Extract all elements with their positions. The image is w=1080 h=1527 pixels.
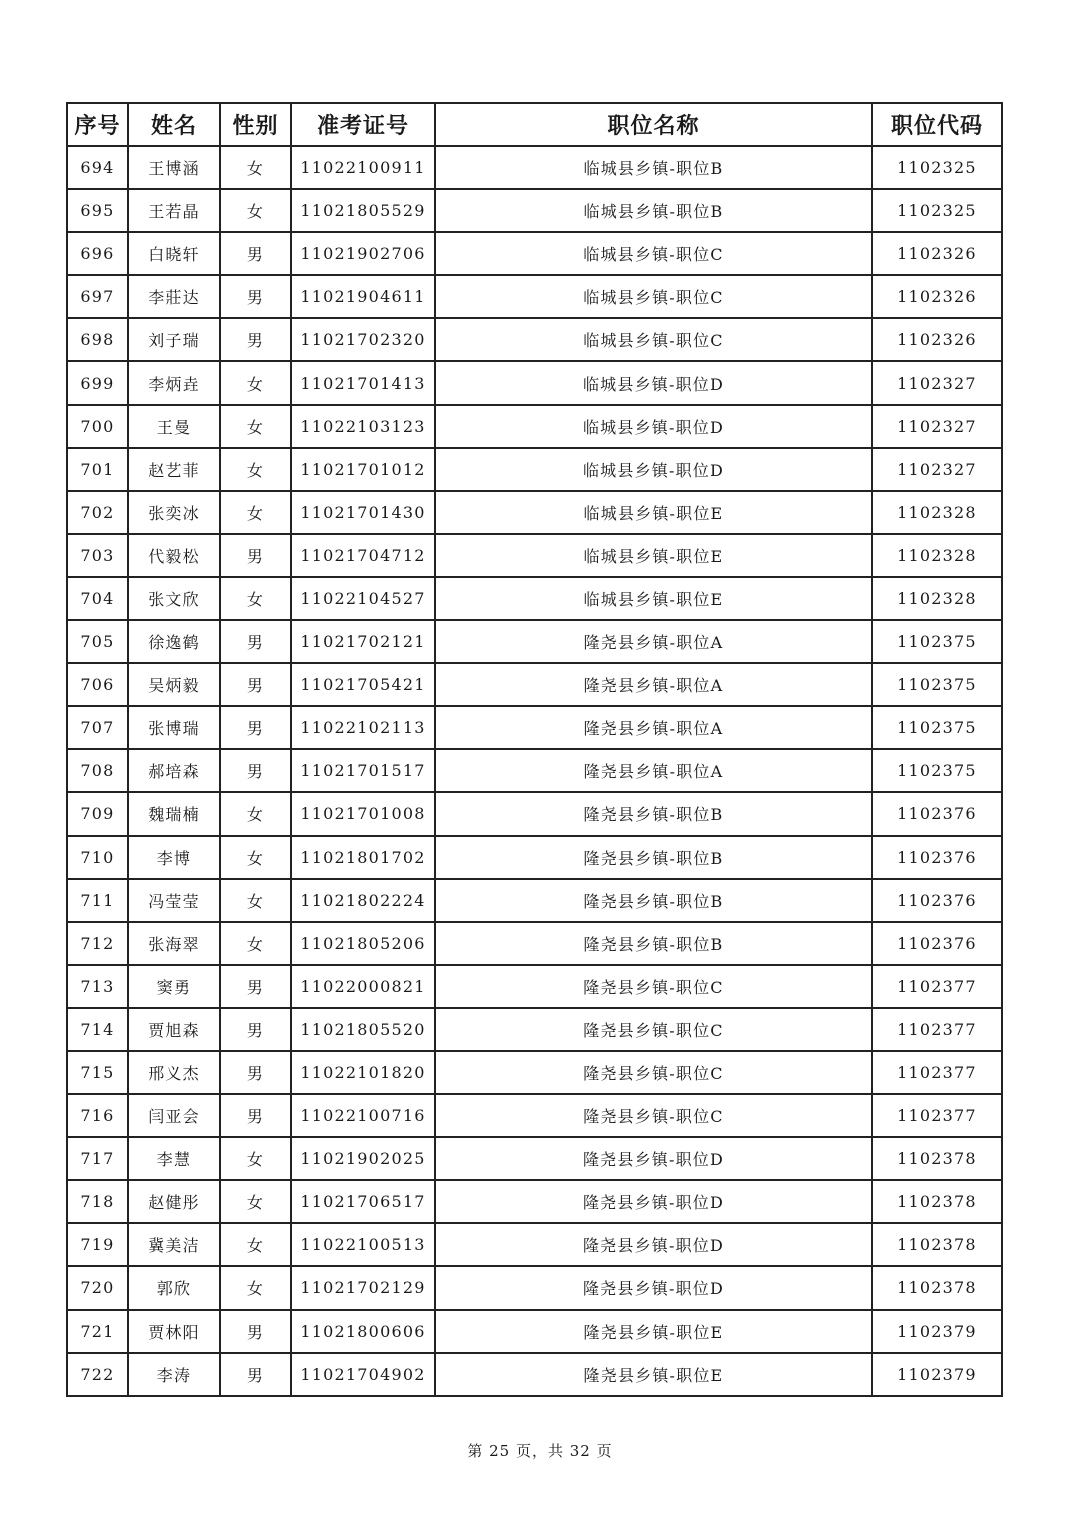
cell-gender: 女 xyxy=(220,491,291,534)
cell-gender: 女 xyxy=(220,1137,291,1180)
cell-gender: 女 xyxy=(220,879,291,922)
cell-position-code: 1102328 xyxy=(872,577,1002,620)
table-row xyxy=(67,1266,1002,1309)
table-row xyxy=(67,965,1002,1008)
cell-name: 邢义杰 xyxy=(128,1051,220,1094)
cell-position-name: 隆尧县乡镇-职位E xyxy=(435,1353,872,1396)
cell-name: 王博涵 xyxy=(128,146,220,189)
table-row xyxy=(67,620,1002,663)
cell-gender: 男 xyxy=(220,1094,291,1137)
cell-name: 赵艺菲 xyxy=(128,448,220,491)
cell-exam-number: 11021701012 xyxy=(291,448,435,491)
cell-position-name: 隆尧县乡镇-职位A xyxy=(435,706,872,749)
table-row xyxy=(67,1008,1002,1051)
table-row xyxy=(67,1353,1002,1396)
cell-exam-number: 11021706517 xyxy=(291,1180,435,1223)
cell-name: 李炳垚 xyxy=(128,361,220,404)
table-row xyxy=(67,663,1002,706)
cell-position-code: 1102379 xyxy=(872,1353,1002,1396)
cell-exam-number: 11021701008 xyxy=(291,792,435,835)
cell-position-name: 隆尧县乡镇-职位D xyxy=(435,1266,872,1309)
cell-name: 王曼 xyxy=(128,405,220,448)
cell-name: 魏瑞楠 xyxy=(128,792,220,835)
cell-position-code: 1102327 xyxy=(872,448,1002,491)
cell-index: 705 xyxy=(67,620,128,663)
table-row xyxy=(67,836,1002,879)
table-row xyxy=(67,1180,1002,1223)
cell-index: 703 xyxy=(67,534,128,577)
table-row xyxy=(67,922,1002,965)
cell-gender: 女 xyxy=(220,189,291,232)
cell-position-code: 1102376 xyxy=(872,922,1002,965)
cell-exam-number: 11021801702 xyxy=(291,836,435,879)
cell-position-name: 隆尧县乡镇-职位B xyxy=(435,792,872,835)
cell-name: 窦勇 xyxy=(128,965,220,1008)
cell-position-code: 1102377 xyxy=(872,1051,1002,1094)
cell-position-code: 1102376 xyxy=(872,836,1002,879)
table-row xyxy=(67,749,1002,792)
cell-name: 郝培森 xyxy=(128,749,220,792)
cell-gender: 女 xyxy=(220,448,291,491)
cell-name: 张奕冰 xyxy=(128,491,220,534)
header-position-code: 职位代码 xyxy=(872,103,1002,146)
cell-name: 李慧 xyxy=(128,1137,220,1180)
header-position-name: 职位名称 xyxy=(435,103,872,146)
cell-exam-number: 11021705421 xyxy=(291,663,435,706)
cell-gender: 女 xyxy=(220,146,291,189)
table-body xyxy=(67,146,1002,1396)
cell-position-name: 临城县乡镇-职位E xyxy=(435,491,872,534)
cell-index: 694 xyxy=(67,146,128,189)
cell-position-name: 临城县乡镇-职位E xyxy=(435,534,872,577)
cell-index: 713 xyxy=(67,965,128,1008)
header-gender: 性别 xyxy=(220,103,291,146)
cell-index: 699 xyxy=(67,361,128,404)
cell-gender: 男 xyxy=(220,749,291,792)
cell-exam-number: 11021800606 xyxy=(291,1310,435,1353)
cell-position-code: 1102327 xyxy=(872,405,1002,448)
cell-index: 722 xyxy=(67,1353,128,1396)
cell-position-name: 隆尧县乡镇-职位C xyxy=(435,1008,872,1051)
cell-exam-number: 11021702129 xyxy=(291,1266,435,1309)
cell-position-name: 临城县乡镇-职位B xyxy=(435,189,872,232)
cell-position-name: 临城县乡镇-职位C xyxy=(435,232,872,275)
cell-exam-number: 11021902706 xyxy=(291,232,435,275)
cell-gender: 男 xyxy=(220,1353,291,1396)
cell-position-code: 1102325 xyxy=(872,189,1002,232)
cell-exam-number: 11022104527 xyxy=(291,577,435,620)
cell-name: 李博 xyxy=(128,836,220,879)
cell-position-name: 临城县乡镇-职位C xyxy=(435,275,872,318)
cell-index: 720 xyxy=(67,1266,128,1309)
header-name: 姓名 xyxy=(128,103,220,146)
cell-position-code: 1102375 xyxy=(872,663,1002,706)
cell-exam-number: 11021704712 xyxy=(291,534,435,577)
table-header-row xyxy=(67,103,1002,146)
cell-index: 710 xyxy=(67,836,128,879)
cell-name: 郭欣 xyxy=(128,1266,220,1309)
cell-position-name: 隆尧县乡镇-职位B xyxy=(435,836,872,879)
cell-exam-number: 11021701430 xyxy=(291,491,435,534)
cell-position-code: 1102325 xyxy=(872,146,1002,189)
cell-position-name: 隆尧县乡镇-职位A xyxy=(435,749,872,792)
page-number: 第 25 页，共 32 页 xyxy=(467,1442,613,1460)
cell-position-name: 临城县乡镇-职位C xyxy=(435,318,872,361)
header-exam-number: 准考证号 xyxy=(291,103,435,146)
cell-position-code: 1102375 xyxy=(872,620,1002,663)
cell-name: 白晓轩 xyxy=(128,232,220,275)
cell-exam-number: 11022100513 xyxy=(291,1223,435,1266)
cell-position-code: 1102375 xyxy=(872,749,1002,792)
cell-position-code: 1102327 xyxy=(872,361,1002,404)
table-row xyxy=(67,1310,1002,1353)
cell-exam-number: 11021902025 xyxy=(291,1137,435,1180)
cell-exam-number: 11021701413 xyxy=(291,361,435,404)
cell-position-code: 1102377 xyxy=(872,965,1002,1008)
cell-index: 719 xyxy=(67,1223,128,1266)
cell-position-name: 隆尧县乡镇-职位C xyxy=(435,965,872,1008)
cell-exam-number: 11022102113 xyxy=(291,706,435,749)
cell-index: 704 xyxy=(67,577,128,620)
cell-name: 冯莹莹 xyxy=(128,879,220,922)
cell-position-code: 1102378 xyxy=(872,1223,1002,1266)
table-row xyxy=(67,1051,1002,1094)
cell-gender: 女 xyxy=(220,577,291,620)
cell-index: 707 xyxy=(67,706,128,749)
cell-index: 702 xyxy=(67,491,128,534)
cell-index: 712 xyxy=(67,922,128,965)
cell-name: 徐逸鹤 xyxy=(128,620,220,663)
table-row xyxy=(67,879,1002,922)
cell-index: 718 xyxy=(67,1180,128,1223)
cell-gender: 女 xyxy=(220,1223,291,1266)
cell-position-name: 隆尧县乡镇-职位A xyxy=(435,663,872,706)
cell-exam-number: 11021805529 xyxy=(291,189,435,232)
cell-gender: 男 xyxy=(220,232,291,275)
cell-position-name: 隆尧县乡镇-职位B xyxy=(435,922,872,965)
table-row xyxy=(67,491,1002,534)
cell-gender: 女 xyxy=(220,405,291,448)
table-row xyxy=(67,189,1002,232)
header-index: 序号 xyxy=(67,103,128,146)
table-row xyxy=(67,706,1002,749)
cell-index: 708 xyxy=(67,749,128,792)
cell-position-code: 1102377 xyxy=(872,1094,1002,1137)
cell-position-code: 1102377 xyxy=(872,1008,1002,1051)
cell-name: 李莊达 xyxy=(128,275,220,318)
cell-position-name: 隆尧县乡镇-职位C xyxy=(435,1094,872,1137)
cell-position-name: 临城县乡镇-职位D xyxy=(435,361,872,404)
cell-name: 贾旭森 xyxy=(128,1008,220,1051)
table-row xyxy=(67,1094,1002,1137)
cell-gender: 男 xyxy=(220,663,291,706)
cell-gender: 女 xyxy=(220,792,291,835)
cell-index: 701 xyxy=(67,448,128,491)
table-row xyxy=(67,448,1002,491)
cell-index: 716 xyxy=(67,1094,128,1137)
cell-index: 698 xyxy=(67,318,128,361)
cell-position-code: 1102376 xyxy=(872,879,1002,922)
cell-position-code: 1102326 xyxy=(872,275,1002,318)
cell-exam-number: 11021802224 xyxy=(291,879,435,922)
cell-index: 715 xyxy=(67,1051,128,1094)
table-row xyxy=(67,405,1002,448)
cell-position-code: 1102378 xyxy=(872,1137,1002,1180)
cell-position-name: 隆尧县乡镇-职位D xyxy=(435,1180,872,1223)
cell-index: 695 xyxy=(67,189,128,232)
cell-exam-number: 11021702121 xyxy=(291,620,435,663)
cell-exam-number: 11021704902 xyxy=(291,1353,435,1396)
cell-name: 吴炳毅 xyxy=(128,663,220,706)
cell-position-code: 1102376 xyxy=(872,792,1002,835)
cell-exam-number: 11021805520 xyxy=(291,1008,435,1051)
cell-name: 李涛 xyxy=(128,1353,220,1396)
cell-gender: 男 xyxy=(220,1051,291,1094)
cell-position-code: 1102326 xyxy=(872,318,1002,361)
cell-gender: 男 xyxy=(220,706,291,749)
table-row xyxy=(67,232,1002,275)
cell-position-code: 1102378 xyxy=(872,1266,1002,1309)
cell-exam-number: 11021702320 xyxy=(291,318,435,361)
cell-index: 697 xyxy=(67,275,128,318)
cell-exam-number: 11022103123 xyxy=(291,405,435,448)
cell-name: 张文欣 xyxy=(128,577,220,620)
cell-position-name: 临城县乡镇-职位D xyxy=(435,405,872,448)
cell-exam-number: 11021904611 xyxy=(291,275,435,318)
cell-exam-number: 11021701517 xyxy=(291,749,435,792)
table-row xyxy=(67,361,1002,404)
cell-position-name: 隆尧县乡镇-职位D xyxy=(435,1137,872,1180)
cell-gender: 女 xyxy=(220,1266,291,1309)
cell-exam-number: 11021805206 xyxy=(291,922,435,965)
cell-index: 711 xyxy=(67,879,128,922)
cell-index: 717 xyxy=(67,1137,128,1180)
cell-name: 贾林阳 xyxy=(128,1310,220,1353)
cell-gender: 男 xyxy=(220,1008,291,1051)
cell-exam-number: 11022100911 xyxy=(291,146,435,189)
cell-position-name: 隆尧县乡镇-职位B xyxy=(435,879,872,922)
cell-position-code: 1102326 xyxy=(872,232,1002,275)
cell-exam-number: 11022101820 xyxy=(291,1051,435,1094)
cell-name: 代毅松 xyxy=(128,534,220,577)
cell-position-code: 1102379 xyxy=(872,1310,1002,1353)
cell-exam-number: 11022000821 xyxy=(291,965,435,1008)
candidate-table-container xyxy=(66,102,1001,1397)
cell-gender: 男 xyxy=(220,1310,291,1353)
cell-name: 闫亚会 xyxy=(128,1094,220,1137)
cell-index: 709 xyxy=(67,792,128,835)
cell-gender: 女 xyxy=(220,922,291,965)
table-row xyxy=(67,275,1002,318)
cell-gender: 女 xyxy=(220,361,291,404)
table-row xyxy=(67,146,1002,189)
cell-index: 714 xyxy=(67,1008,128,1051)
table-row xyxy=(67,577,1002,620)
cell-name: 赵健彤 xyxy=(128,1180,220,1223)
cell-name: 张海翠 xyxy=(128,922,220,965)
cell-gender: 女 xyxy=(220,836,291,879)
cell-position-name: 临城县乡镇-职位D xyxy=(435,448,872,491)
table-row xyxy=(67,534,1002,577)
cell-index: 696 xyxy=(67,232,128,275)
cell-name: 冀美洁 xyxy=(128,1223,220,1266)
cell-gender: 女 xyxy=(220,1180,291,1223)
cell-position-code: 1102375 xyxy=(872,706,1002,749)
table-row xyxy=(67,792,1002,835)
cell-gender: 男 xyxy=(220,965,291,1008)
cell-index: 721 xyxy=(67,1310,128,1353)
cell-position-name: 隆尧县乡镇-职位D xyxy=(435,1223,872,1266)
candidate-table xyxy=(66,102,1003,1397)
table-row xyxy=(67,318,1002,361)
cell-name: 王若晶 xyxy=(128,189,220,232)
cell-gender: 男 xyxy=(220,534,291,577)
cell-gender: 男 xyxy=(220,620,291,663)
cell-gender: 男 xyxy=(220,318,291,361)
cell-position-code: 1102378 xyxy=(872,1180,1002,1223)
cell-exam-number: 11022100716 xyxy=(291,1094,435,1137)
cell-name: 张博瑞 xyxy=(128,706,220,749)
cell-index: 706 xyxy=(67,663,128,706)
cell-position-code: 1102328 xyxy=(872,534,1002,577)
cell-position-name: 隆尧县乡镇-职位A xyxy=(435,620,872,663)
cell-position-code: 1102328 xyxy=(872,491,1002,534)
cell-index: 700 xyxy=(67,405,128,448)
cell-position-name: 隆尧县乡镇-职位C xyxy=(435,1051,872,1094)
cell-position-name: 隆尧县乡镇-职位E xyxy=(435,1310,872,1353)
cell-position-name: 临城县乡镇-职位B xyxy=(435,146,872,189)
cell-gender: 男 xyxy=(220,275,291,318)
table-row xyxy=(67,1223,1002,1266)
cell-position-name: 临城县乡镇-职位E xyxy=(435,577,872,620)
cell-name: 刘子瑞 xyxy=(128,318,220,361)
table-row xyxy=(67,1137,1002,1180)
